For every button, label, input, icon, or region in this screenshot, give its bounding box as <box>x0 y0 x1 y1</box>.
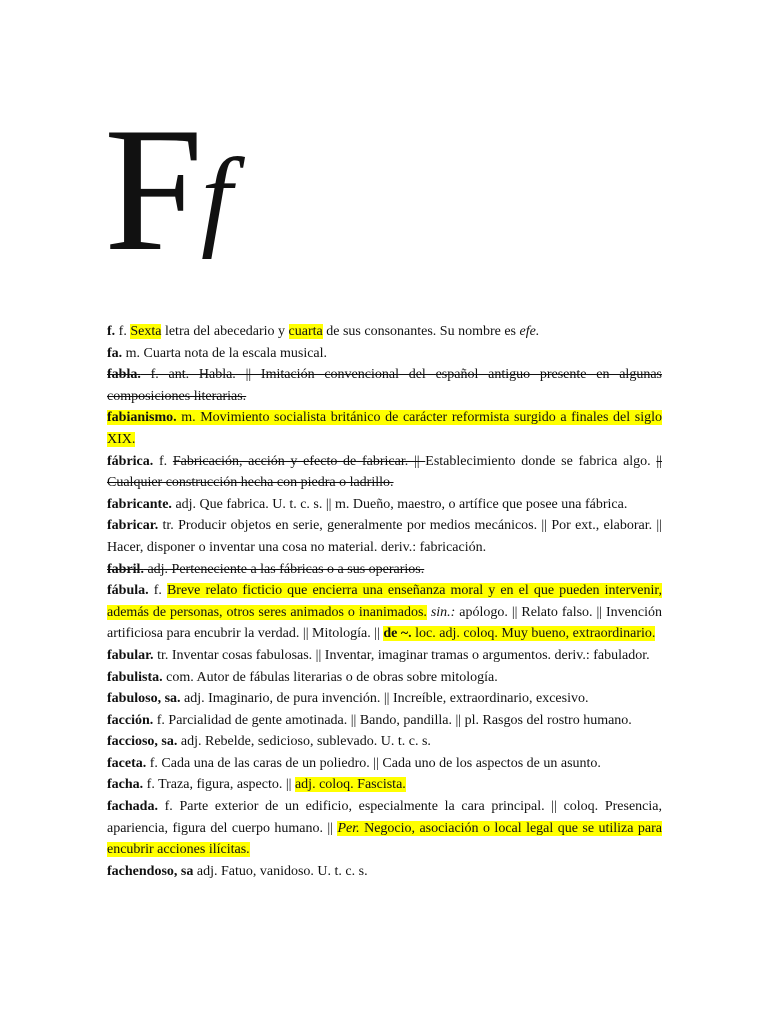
entry-text: f. <box>153 453 173 469</box>
entry-headword: fabuloso, sa. <box>107 691 181 707</box>
entry-text: tr. Producir objetos en serie, generalmente por medios mecánicos. || Por ext., elaborar. || Hacer, disponer o inventar una cosa no material. deriv.: fabricación. <box>107 518 662 555</box>
entry-deleted-text: Fabricación, acción y efecto de fabricar. || <box>172 453 426 469</box>
dictionary-entry <box>107 580 662 645</box>
dictionary-entry <box>107 753 662 775</box>
entry-text: Establecimiento donde se fabrica algo. <box>425 453 657 469</box>
entry-text: f. Parte exterior de un edificio, especialmente la cara principal. || coloq. Presencia, apariencia, figura del cuerpo humano. || <box>107 799 662 836</box>
entry-headword: fabular. <box>107 647 154 663</box>
entry-headword: f. <box>107 324 116 339</box>
dictionary-entry <box>107 667 662 689</box>
entry-text: tr. Inventar cosas fabulosas. || Inventar, imaginar tramas o argumentos. deriv.: fabulador. <box>153 647 650 663</box>
entry-deleted-text: f. ant. Habla. || Imitación convencional del español antiguo presente en algunas composiciones literarias. <box>107 367 662 404</box>
dictionary-entry <box>107 494 662 516</box>
entry-list <box>107 321 662 882</box>
dictionary-entry <box>107 710 662 732</box>
entry-headword: faceta. <box>107 755 147 771</box>
entry-highlighted-text: Negocio, asociación o local legal que se utiliza para encubrir acciones ilícitas. <box>107 820 662 858</box>
entry-headword: fabricante. <box>107 496 172 512</box>
entry-text: adj. Fatuo, vanidoso. U. t. c. s. <box>193 863 368 879</box>
entry-text: f. <box>115 324 131 339</box>
entry-text: adj. Que fabrica. U. t. c. s. || m. Dueño, maestro, o artífice que posee una fábrica. <box>171 496 628 512</box>
entry-headword: fabla. <box>107 367 141 383</box>
entry-highlighted-text: Breve relato ficticio que encierra una enseñanza moral y en el que pueden intervenir, además de personas, otros seres animados o inanimados. <box>107 583 663 620</box>
entry-text: de sus consonantes. Su nombre es <box>322 324 520 339</box>
dictionary-entry <box>107 774 662 796</box>
dictionary-entry <box>107 731 662 753</box>
entry-headword: facción. <box>107 712 154 728</box>
entry-text: com. Autor de fábulas literarias o de obras sobre mitología. <box>162 669 498 685</box>
entry-headword: fabricar. <box>107 518 159 534</box>
entry-headword: fábula. <box>107 583 149 599</box>
entry-headword: fachada. <box>107 799 158 815</box>
dictionary-entry <box>107 796 662 861</box>
entry-headword: facha. <box>107 777 144 793</box>
entry-highlighted-text: adj. coloq. Fascista. <box>294 777 406 793</box>
dictionary-entry <box>107 364 662 407</box>
entry-headword: de ~. <box>383 626 412 642</box>
section-letter-upper: F <box>104 90 203 288</box>
entry-headword: fabulista. <box>107 669 163 685</box>
entry-text: adj. Rebelde, sedicioso, sublevado. U. t. c. s. <box>177 734 431 750</box>
entry-highlighted-text: cuarta <box>288 324 323 339</box>
dictionary-entry <box>107 559 662 581</box>
entry-italic-text: efe. <box>519 324 540 339</box>
entry-deleted-text: || Cualquier construcción hecha con piedra o ladrillo. <box>107 453 663 491</box>
entry-text: f. Parcialidad de gente amotinada. || Bando, pandilla. || pl. Rasgos del rostro humano. <box>153 712 632 728</box>
entry-text: apólogo. || Relato falso. || Invención artificiosa para encubrir la verdad. || Mitología. || <box>107 604 662 642</box>
entry-headword: fabianismo. <box>107 410 177 426</box>
entry-deleted-text: adj. Perteneciente a las fábricas o a sus operarios. <box>143 561 425 577</box>
dictionary-entry <box>107 515 662 558</box>
entry-text: f. Traza, figura, aspecto. || <box>143 777 295 793</box>
dictionary-entry <box>107 321 662 343</box>
dictionary-entry <box>107 343 662 365</box>
section-letter-lower: f <box>201 136 233 260</box>
entry-headword: faccioso, sa. <box>107 734 178 750</box>
entry-highlighted-text: m. Movimiento socialista británico de carácter reformista surgido a finales del siglo XIX. <box>107 410 662 447</box>
entry-headword: fabril. <box>107 561 144 577</box>
section-letter <box>104 90 233 288</box>
dictionary-entry <box>107 451 662 494</box>
dictionary-entry <box>107 645 662 667</box>
entry-italic-text: sin.: <box>430 604 456 620</box>
entry-headword: fábrica. <box>107 453 154 469</box>
entry-text: adj. Imaginario, de pura invención. || Increíble, extraordinario, excesivo. <box>180 691 589 707</box>
entry-highlighted-text: loc. adj. coloq. Muy bueno, extraordinario. <box>411 626 656 642</box>
entry-text: f. Cada una de las caras de un poliedro. || Cada uno de los aspectos de un asunto. <box>146 755 601 771</box>
dictionary-entry <box>107 861 662 883</box>
entry-text: f. <box>148 583 167 599</box>
entry-text: letra del abecedario y <box>161 324 289 339</box>
entry-text: m. Cuarta nota de la escala musical. <box>122 345 328 361</box>
entry-highlighted-text: Sexta <box>130 324 162 339</box>
entry-highlighted-text: Per. <box>337 820 360 836</box>
entry-headword: fachendoso, sa <box>107 863 194 879</box>
dictionary-entry <box>107 407 662 450</box>
entry-headword: fa. <box>107 345 123 361</box>
dictionary-entry <box>107 688 662 710</box>
